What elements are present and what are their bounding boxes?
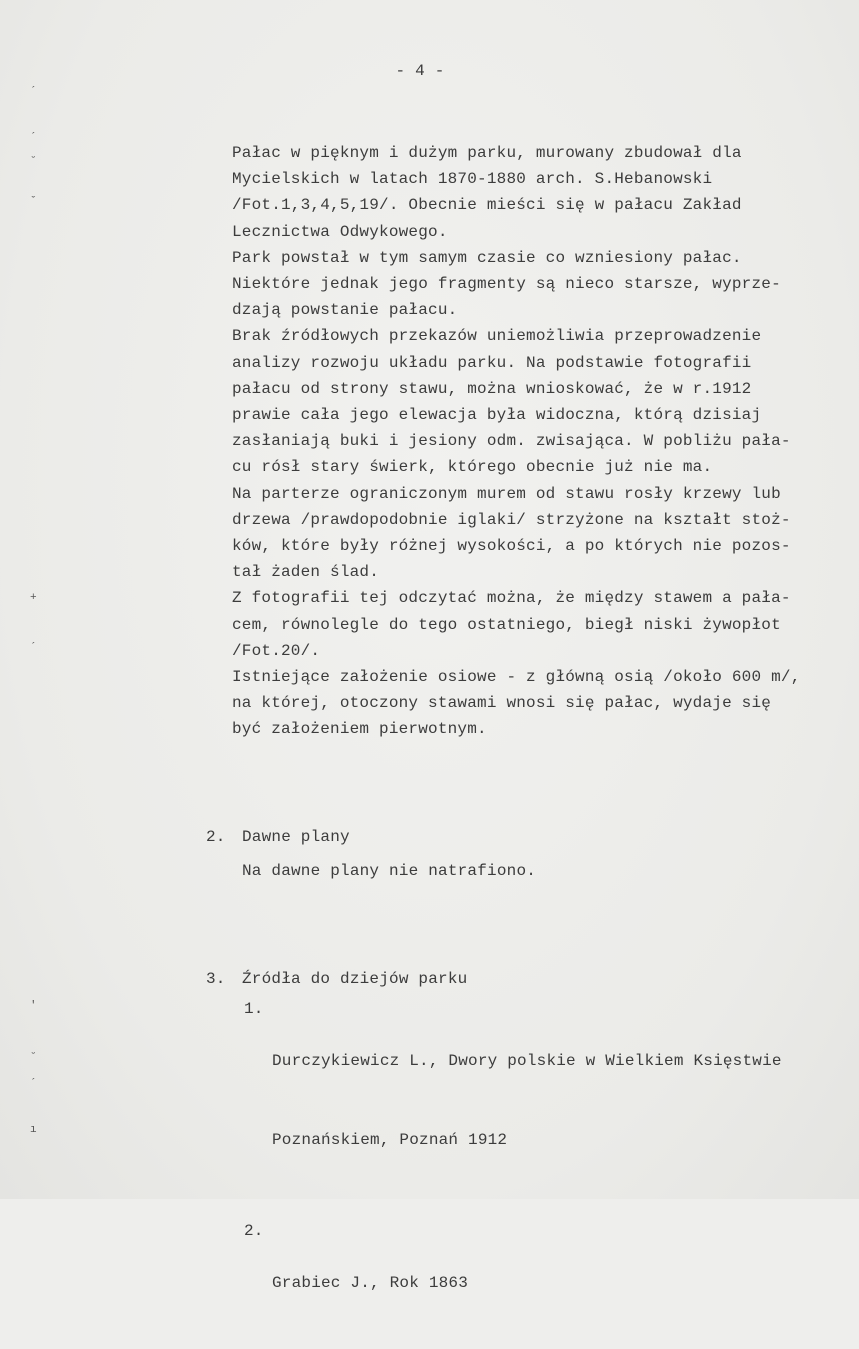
margin-mark: ˘ xyxy=(30,156,37,168)
section-text: Na dawne plany nie natrafiono. xyxy=(242,862,537,881)
body-line: cem, równolegle do tego ostatniego, biegł niski żywopłot xyxy=(232,615,781,634)
section-number: 3. xyxy=(206,970,226,988)
margin-mark: + xyxy=(30,592,37,604)
reference-line: Poznańskiem, Poznań 1912 xyxy=(272,1131,508,1150)
reference-item xyxy=(244,1218,782,1349)
section-sources xyxy=(206,966,467,992)
reference-line: Grabiec J., Rok 1863 xyxy=(272,1274,469,1293)
margin-mark: ' xyxy=(30,1000,37,1012)
body-line: Park powstał w tym samym czasie co wzniesiony pałac. xyxy=(232,248,742,267)
body-line: Na parterze ograniczonym murem od stawu rosły krzewy lub xyxy=(232,484,781,503)
reference-list xyxy=(244,996,782,1349)
section-heading xyxy=(206,824,536,850)
body-line: na której, otoczony stawami wnosi się pałac, wydaje się xyxy=(232,694,772,713)
body-line: być założeniem pierwotnym. xyxy=(232,720,487,739)
body-line: cu rósł stary świerk, którego obecnie już nie ma. xyxy=(232,458,713,477)
body-line: /Fot.1,3,4,5,19/. Obecnie mieści się w pałacu Zakład xyxy=(232,196,742,215)
margin-mark: ˘ xyxy=(30,1052,37,1064)
margin-mark: ı xyxy=(30,1124,37,1136)
body-line: Z fotografii tej odczytać można, że między stawem a pała- xyxy=(232,589,791,608)
body-line: Lecznictwa Odwykowego. xyxy=(232,222,448,241)
margin-mark: ˇ xyxy=(30,196,37,208)
body-line: drzewa /prawdopodobnie iglaki/ strzyżone na kształt stoż- xyxy=(232,510,791,529)
body-line: analizy rozwoju układu parku. Na podstawie fotografii xyxy=(232,353,752,372)
body-line: ków, które były różnej wysokości, a po których nie pozos- xyxy=(232,537,791,556)
body-line: Mycielskich w latach 1870-1880 arch. S.Hebanowski xyxy=(232,170,713,189)
body-line: zasłaniają buki i jesiony odm. zwisająca. W pobliżu pała- xyxy=(232,432,791,451)
body-line: dzają powstanie pałacu. xyxy=(232,301,458,320)
section-title: Dawne plany xyxy=(242,828,350,846)
body-line: tał żaden ślad. xyxy=(232,563,380,582)
margin-mark: ´ xyxy=(30,642,37,654)
body-text xyxy=(232,140,801,743)
body-line: pałacu od strony stawu, można wnioskować, że w r.1912 xyxy=(232,379,752,398)
margin-mark: ´ xyxy=(30,132,37,144)
margin-mark: ´ xyxy=(30,86,37,98)
section-title: Źródła do dziejów parku xyxy=(242,970,468,988)
margin-mark: ´ xyxy=(30,1078,37,1090)
page-number: - 4 - xyxy=(395,62,445,80)
reference-number: 2. xyxy=(244,1221,264,1240)
body-line: Istniejące założenie osiowe - z główną osią /około 600 m/, xyxy=(232,668,801,687)
reference-line: Durczykiewicz L., Dwory polskie w Wielkiem Księstwie xyxy=(272,1052,782,1071)
section-old-plans xyxy=(206,824,536,884)
body-line: /Fot.20/. xyxy=(232,641,321,660)
section-heading xyxy=(206,966,467,992)
reference-item xyxy=(244,996,782,1206)
body-line: prawie cała jego elewacja była widoczna, którą dzisiaj xyxy=(232,406,762,425)
body-line: Brak źródłowych przekazów uniemożliwia przeprowadzenie xyxy=(232,327,762,346)
body-line: Pałac w pięknym i dużym parku, murowany zbudował dla xyxy=(232,144,742,162)
section-number: 2. xyxy=(206,828,226,846)
body-line: Niektóre jednak jego fragmenty są nieco starsze, wyprze- xyxy=(232,275,781,294)
reference-number: 1. xyxy=(244,1000,264,1018)
